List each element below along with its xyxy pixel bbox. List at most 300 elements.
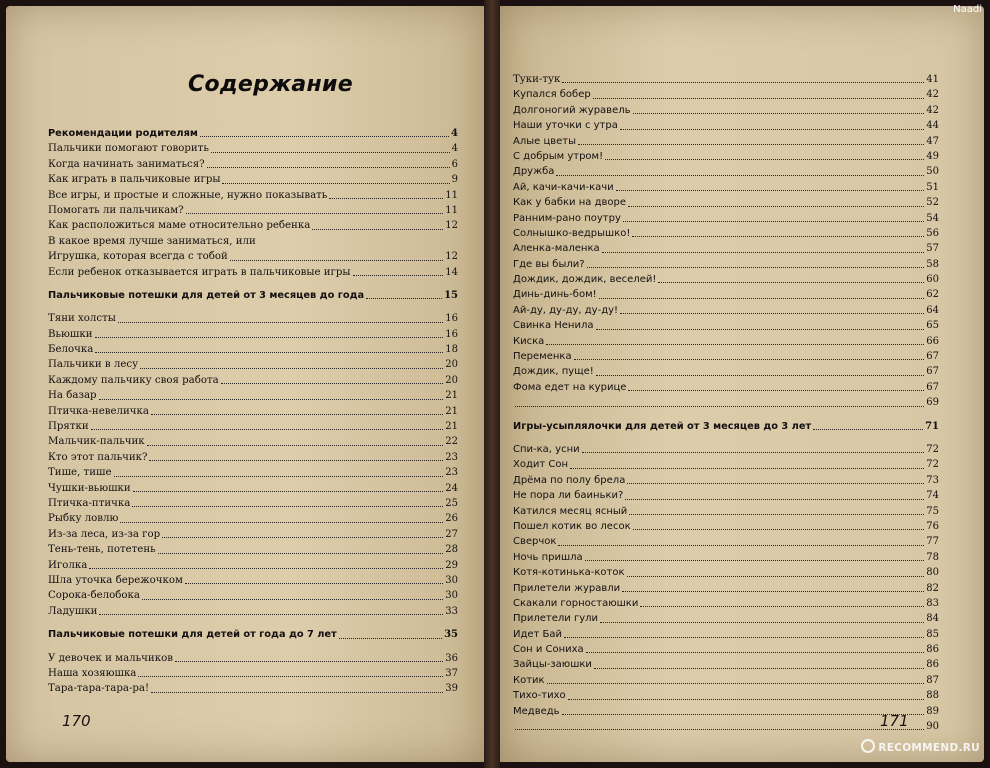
toc-list-right	[513, 72, 939, 734]
toc-leader-dots	[546, 344, 924, 345]
toc-entry-title: Медведь	[513, 705, 560, 717]
toc-page-number: 65	[926, 320, 939, 332]
toc-leader-dots	[149, 460, 443, 461]
toc-entry	[48, 141, 458, 156]
toc-entry-title: Котя-котинька-коток	[513, 567, 625, 579]
toc-leader-dots	[556, 175, 924, 176]
toc-entry-title: Ладушки	[48, 605, 98, 617]
toc-leader-dots	[114, 476, 444, 477]
toc-entry	[513, 581, 939, 596]
toc-entry-title: Рекомендации родителям	[48, 128, 198, 139]
toc-leader-dots	[596, 329, 925, 330]
toc-page-number: 4	[451, 143, 458, 155]
toc-leader-dots	[562, 714, 925, 715]
toc-page-number: 57	[926, 243, 939, 255]
toc-leader-dots	[89, 568, 443, 569]
toc-entry	[513, 504, 939, 519]
toc-leader-dots	[640, 606, 924, 607]
toc-entry	[513, 519, 939, 534]
toc-entry-title: Прятки	[48, 421, 89, 433]
toc-entry	[513, 704, 939, 719]
page-number-right: 171	[880, 712, 909, 730]
toc-entry	[513, 457, 939, 472]
toc-page-number: 21	[445, 421, 458, 433]
toc-entry	[513, 87, 939, 102]
toc-page-number: 82	[926, 582, 939, 594]
toc-entry	[48, 265, 458, 280]
toc-entry-title: Пальчики помогают говорить	[48, 143, 209, 155]
toc-entry-title: Переменка	[513, 351, 572, 363]
toc-leader-dots	[585, 560, 925, 561]
toc-page-number: 9	[451, 174, 458, 186]
toc-entry-title: Кто этот пальчик?	[48, 451, 148, 463]
toc-entry-title: Ай, качи-качи-качи	[513, 181, 614, 193]
toc-entry	[48, 511, 458, 526]
toc-leader-dots	[132, 506, 443, 507]
toc-entry	[48, 218, 458, 233]
toc-leader-dots	[329, 198, 443, 199]
toc-entry-title: Ранним-рано поутру	[513, 212, 621, 224]
toc-entry	[48, 666, 458, 681]
toc-page-number: 35	[444, 629, 458, 641]
toc-entry-title: Игрушка, которая всегда с тобой	[48, 251, 228, 263]
toc-leader-dots	[625, 499, 924, 500]
toc-entry	[48, 496, 458, 511]
toc-entry-title: Чушки-вьюшки	[48, 482, 131, 494]
toc-page-number: 29	[445, 559, 458, 571]
toc-page-number: 66	[926, 335, 939, 347]
toc-entry	[513, 550, 939, 565]
toc-entry	[48, 373, 458, 388]
toc-leader-dots	[515, 406, 924, 407]
toc-leader-dots	[118, 322, 443, 323]
toc-entry	[48, 481, 458, 496]
toc-entry-title: Катился месяц ясный	[513, 505, 628, 517]
toc-entry	[513, 334, 939, 349]
toc-leader-dots	[596, 375, 924, 376]
toc-page-number: 42	[926, 104, 939, 116]
toc-entry-title: Рыбку ловлю	[48, 513, 119, 525]
toc-entry-title: Сорока-белобока	[48, 590, 140, 602]
toc-entry	[513, 303, 939, 318]
toc-entry-title: На базар	[48, 390, 97, 402]
toc-entry-title: Игры-усыплялочки для детей от 3 месяцев до 3 лет	[513, 420, 812, 432]
toc-page-number: 78	[926, 551, 939, 563]
toc-page-number: 4	[451, 128, 458, 139]
toc-entry-title: Пальчиковые потешки для детей от года до 7 лет	[48, 629, 337, 641]
toc-entry-title: С добрым утром!	[513, 150, 604, 162]
toc-entry-title: Купался бобер	[513, 89, 591, 101]
toc-page-number: 39	[445, 683, 458, 695]
toc-entry	[513, 627, 939, 642]
toc-page-number: 24	[445, 482, 458, 494]
toc-entry	[513, 395, 939, 410]
toc-page-number: 67	[926, 351, 939, 363]
toc-entry	[513, 488, 939, 503]
toc-page-number: 30	[445, 574, 458, 586]
toc-leader-dots	[813, 429, 923, 430]
toc-entry	[513, 534, 939, 549]
toc-leader-dots	[138, 676, 443, 677]
toc-leader-dots	[353, 275, 444, 276]
toc-leader-dots	[620, 129, 924, 130]
toc-entry-title: Киска	[513, 335, 545, 347]
toc-page-number: 67	[926, 366, 939, 378]
toc-entry-title: Птичка-невеличка	[48, 405, 149, 417]
toc-entry	[513, 596, 939, 611]
toc-entry	[48, 465, 458, 480]
toc-entry	[513, 287, 939, 302]
toc-entry	[513, 364, 939, 379]
uploader-tag: Naadi	[953, 4, 982, 15]
toc-page-number: 50	[926, 166, 939, 178]
toc-entry	[48, 604, 458, 619]
toc-entry-title: Котик	[513, 674, 545, 686]
toc-page-number: 72	[926, 443, 939, 455]
toc-page-number: 77	[926, 536, 939, 548]
toc-entry	[48, 311, 458, 326]
toc-leader-dots	[515, 729, 924, 730]
toc-leader-dots	[594, 668, 924, 669]
toc-page-number: 67	[926, 381, 939, 393]
toc-page-number: 20	[445, 374, 458, 386]
toc-entry-title: Иголка	[48, 559, 88, 571]
toc-entry	[48, 404, 458, 419]
toc-entry-title: Птичка-птичка	[48, 497, 131, 509]
toc-leader-dots	[628, 390, 924, 391]
toc-entry-title: Как расположиться маме относительно ребенка	[48, 220, 311, 232]
toc-entry-title: Тише, тише	[48, 467, 112, 479]
toc-entry-title: Солнышко-ведрышко!	[513, 227, 631, 239]
toc-page-number: 37	[445, 667, 458, 679]
toc-entry-title: Динь-динь-бом!	[513, 289, 597, 301]
toc-leader-dots	[582, 452, 925, 453]
toc-leader-dots	[578, 144, 924, 145]
toc-leader-dots	[627, 576, 925, 577]
toc-page-number: 15	[444, 289, 458, 301]
toc-entry	[513, 134, 939, 149]
toc-leader-dots	[605, 159, 924, 160]
toc-page-number: 72	[926, 459, 939, 471]
toc-entry	[513, 473, 939, 488]
toc-entry-title: Пошел котик во лесок	[513, 520, 631, 532]
toc-entry	[513, 380, 939, 395]
toc-entry-title: Прилетели гули	[513, 613, 599, 625]
toc-page-number: 64	[926, 304, 939, 316]
toc-page-number: 28	[445, 544, 458, 556]
book-gutter	[484, 0, 500, 768]
toc-entry	[48, 542, 458, 557]
toc-leader-dots	[99, 399, 444, 400]
toc-page-number: 84	[926, 613, 939, 625]
toc-page-number: 44	[926, 120, 939, 132]
toc-page-number: 11	[445, 189, 458, 201]
toc-entry-title: Шла уточка бережочком	[48, 574, 183, 586]
toc-entry	[513, 611, 939, 626]
toc-page-number: 83	[926, 597, 939, 609]
toc-entry	[513, 349, 939, 364]
toc-entry-title: Дрёма по полу брела	[513, 474, 626, 486]
toc-entry	[513, 272, 939, 287]
toc-leader-dots	[658, 282, 924, 283]
toc-entry	[513, 719, 939, 734]
toc-entry	[48, 388, 458, 403]
toc-leader-dots	[186, 213, 444, 214]
toc-leader-dots	[211, 152, 450, 153]
watermark	[861, 739, 980, 754]
toc-entry-title: Где вы были?	[513, 258, 585, 270]
toc-entry-title: Аленка-маленка	[513, 243, 600, 255]
toc-page-number: 36	[445, 652, 458, 664]
toc-entry-title: Как у бабки на дворе	[513, 197, 626, 209]
toc-entry-title: Сон и Сониха	[513, 644, 584, 656]
toc-section-heading	[48, 627, 458, 642]
toc-entry	[513, 673, 939, 688]
toc-entry	[513, 257, 939, 272]
toc-entry	[48, 419, 458, 434]
toc-page-number: 27	[445, 528, 458, 540]
toc-entry	[48, 588, 458, 603]
toc-entry	[48, 157, 458, 172]
toc-entry	[513, 211, 939, 226]
toc-leader-dots	[151, 692, 443, 693]
toc-leader-dots	[570, 468, 924, 469]
toc-section-heading	[48, 126, 458, 141]
toc-page-number: 74	[926, 490, 939, 502]
toc-entry	[513, 657, 939, 672]
toc-leader-dots	[623, 221, 924, 222]
toc-entry	[48, 203, 458, 218]
toc-page-number: 87	[926, 674, 939, 686]
toc-entry-title: Вьюшки	[48, 328, 93, 340]
toc-entry	[513, 164, 939, 179]
toc-entry-title: Пальчиковые потешки для детей от 3 месяцев до года	[48, 289, 365, 301]
toc-entry-title: Если ребенок отказывается играть в пальчиковые игры	[48, 266, 351, 278]
toc-leader-dots	[633, 529, 925, 530]
toc-entry	[48, 450, 458, 465]
toc-section-heading	[48, 288, 458, 303]
toc-page-number: 71	[925, 420, 939, 432]
toc-entry	[48, 172, 458, 187]
toc-leader-dots	[602, 252, 925, 253]
toc-page-number: 20	[445, 359, 458, 371]
toc-entry-title: Прилетели журавли	[513, 582, 621, 594]
toc-leader-dots	[586, 652, 925, 653]
toc-leader-dots	[95, 337, 444, 338]
toc-entry	[48, 234, 458, 249]
toc-leader-dots	[200, 136, 449, 137]
toc-entry	[48, 188, 458, 203]
toc-leader-dots	[185, 583, 443, 584]
toc-entry-title: Тяни холсты	[48, 313, 116, 325]
toc-entry-title: Спи-ка, усни	[513, 443, 580, 455]
page-number-left: 170	[62, 712, 91, 730]
toc-entry-title: Долгоногий журавель	[513, 104, 631, 116]
toc-leader-dots	[147, 445, 444, 446]
toc-leader-dots	[133, 491, 444, 492]
toc-entry	[513, 118, 939, 133]
toc-leader-dots	[95, 352, 443, 353]
toc-leader-dots	[142, 599, 443, 600]
toc-page-number: 88	[926, 690, 939, 702]
toc-leader-dots	[558, 545, 924, 546]
toc-entry-title: Туки-тук	[513, 74, 561, 85]
toc-page-number: 51	[926, 181, 939, 193]
toc-leader-dots	[629, 514, 924, 515]
toc-entry	[48, 342, 458, 357]
toc-page-number: 86	[926, 659, 939, 671]
toc-leader-dots	[593, 98, 925, 99]
toc-leader-dots	[599, 298, 925, 299]
toc-entry-title: Из-за леса, из-за гор	[48, 528, 161, 540]
toc-leader-dots	[562, 82, 924, 83]
toc-list-left	[48, 126, 458, 697]
toc-entry-title: Ай-ду, ду-ду, ду-ду!	[513, 304, 619, 316]
toc-leader-dots	[633, 113, 925, 114]
toc-page-number: 12	[445, 251, 458, 263]
toc-leader-dots	[91, 429, 444, 430]
watermark-text: RECOMMEND.RU	[878, 742, 980, 754]
toc-entry-title: Мальчик-пальчик	[48, 436, 145, 448]
toc-page-number: 69	[926, 397, 939, 409]
toc-page-number: 16	[445, 313, 458, 325]
toc-page-number: 47	[926, 135, 939, 147]
toc-entry	[48, 558, 458, 573]
toc-entry	[48, 357, 458, 372]
toc-page-number: 23	[445, 451, 458, 463]
toc-page-number: 52	[926, 197, 939, 209]
toc-page-number: 22	[445, 436, 458, 448]
toc-page-number: 12	[445, 220, 458, 232]
toc-leader-dots	[600, 622, 924, 623]
toc-page-number: 18	[445, 344, 458, 356]
toc-page-number: 80	[926, 567, 939, 579]
toc-page-number: 21	[445, 390, 458, 402]
toc-leader-dots	[120, 522, 443, 523]
toc-entry	[513, 565, 939, 580]
page-title: Содержание	[188, 72, 353, 97]
toc-page-number: 26	[445, 513, 458, 525]
toc-entry	[48, 527, 458, 542]
toc-leader-dots	[158, 553, 444, 554]
toc-leader-dots	[366, 298, 442, 299]
toc-page-number: 54	[926, 212, 939, 224]
toc-page-number: 14	[445, 266, 458, 278]
toc-entry	[513, 103, 939, 118]
toc-entry-title: Фома едет на курице	[513, 381, 627, 393]
toc-entry	[513, 318, 939, 333]
toc-leader-dots	[568, 699, 925, 700]
toc-section-heading	[513, 419, 939, 434]
toc-page-number: 85	[926, 628, 939, 640]
toc-page-number: 76	[926, 520, 939, 532]
toc-entry-title: Ночь пришла	[513, 551, 583, 563]
toc-page-number: 62	[926, 289, 939, 301]
toc-entry-title: У девочек и мальчиков	[48, 652, 173, 664]
toc-entry-title: Алые цветы	[513, 135, 577, 147]
toc-entry-title: Наши уточки с утра	[513, 120, 618, 132]
toc-entry-title: В какое время лучше заниматься, или	[48, 235, 256, 247]
toc-entry-title: Сверчок	[513, 536, 557, 548]
toc-page-number: 56	[926, 227, 939, 239]
toc-leader-dots	[339, 638, 442, 639]
toc-entry	[48, 681, 458, 696]
toc-entry-title: Как играть в пальчиковые игры	[48, 174, 221, 186]
toc-entry	[513, 442, 939, 457]
toc-entry	[513, 72, 939, 87]
toc-entry-title: Пальчики в лесу	[48, 359, 139, 371]
toc-leader-dots	[140, 368, 443, 369]
toc-entry-title: Свинка Ненила	[513, 320, 594, 332]
toc-page-number: 42	[926, 89, 939, 101]
toc-entry	[48, 434, 458, 449]
toc-entry	[48, 249, 458, 264]
toc-leader-dots	[587, 267, 925, 268]
toc-entry-title: Все игры, и простые и сложные, нужно показывать	[48, 189, 328, 201]
toc-page-number: 90	[926, 721, 939, 733]
toc-entry-title: Белочка	[48, 344, 94, 356]
toc-entry-title: Дружба	[513, 166, 555, 178]
toc-leader-dots	[230, 260, 443, 261]
toc-entry-title: Когда начинать заниматься?	[48, 158, 205, 170]
toc-leader-dots	[620, 313, 924, 314]
toc-leader-dots	[632, 236, 924, 237]
toc-entry-title: Не пора ли баиньки?	[513, 490, 624, 502]
toc-entry-title: Тень-тень, потетень	[48, 544, 156, 556]
toc-entry-title: Помогать ли пальчикам?	[48, 204, 184, 216]
toc-entry-title: Скакали горностаюшки	[513, 597, 639, 609]
toc-page-number: 30	[445, 590, 458, 602]
toc-leader-dots	[564, 637, 924, 638]
toc-entry	[48, 327, 458, 342]
toc-page-number: 33	[445, 605, 458, 617]
toc-entry	[513, 642, 939, 657]
toc-entry-title: Наша хозяюшка	[48, 667, 137, 679]
toc-page-number: 60	[926, 274, 939, 286]
toc-entry-title: Зайцы-заюшки	[513, 659, 592, 671]
toc-leader-dots	[547, 683, 925, 684]
toc-page-number: 58	[926, 258, 939, 270]
toc-leader-dots	[99, 614, 443, 615]
toc-entry	[513, 688, 939, 703]
toc-page-number: 6	[451, 158, 458, 170]
toc-entry-title: Тихо-тихо	[513, 690, 566, 702]
toc-entry	[513, 226, 939, 241]
toc-leader-dots	[622, 591, 924, 592]
toc-leader-dots	[162, 537, 443, 538]
toc-entry-title: Дождик, дождик, веселей!	[513, 274, 657, 286]
toc-entry	[513, 195, 939, 210]
toc-page-number: 41	[926, 74, 939, 85]
toc-entry-title: Идет Бай	[513, 628, 563, 640]
toc-leader-dots	[222, 183, 449, 184]
toc-leader-dots	[628, 206, 924, 207]
toc-page-number: 25	[445, 497, 458, 509]
toc-entry	[48, 651, 458, 666]
toc-page-number: 89	[926, 705, 939, 717]
toc-entry-title: Дождик, пуще!	[513, 366, 594, 378]
toc-leader-dots	[207, 167, 450, 168]
toc-page-number: 23	[445, 467, 458, 479]
toc-page-number: 73	[926, 474, 939, 486]
toc-leader-dots	[627, 483, 924, 484]
toc-entry	[48, 573, 458, 588]
toc-entry-title: Каждому пальчику своя работа	[48, 374, 219, 386]
toc-entry	[513, 149, 939, 164]
toc-leader-dots	[616, 190, 925, 191]
toc-leader-dots	[574, 359, 925, 360]
toc-leader-dots	[221, 383, 444, 384]
